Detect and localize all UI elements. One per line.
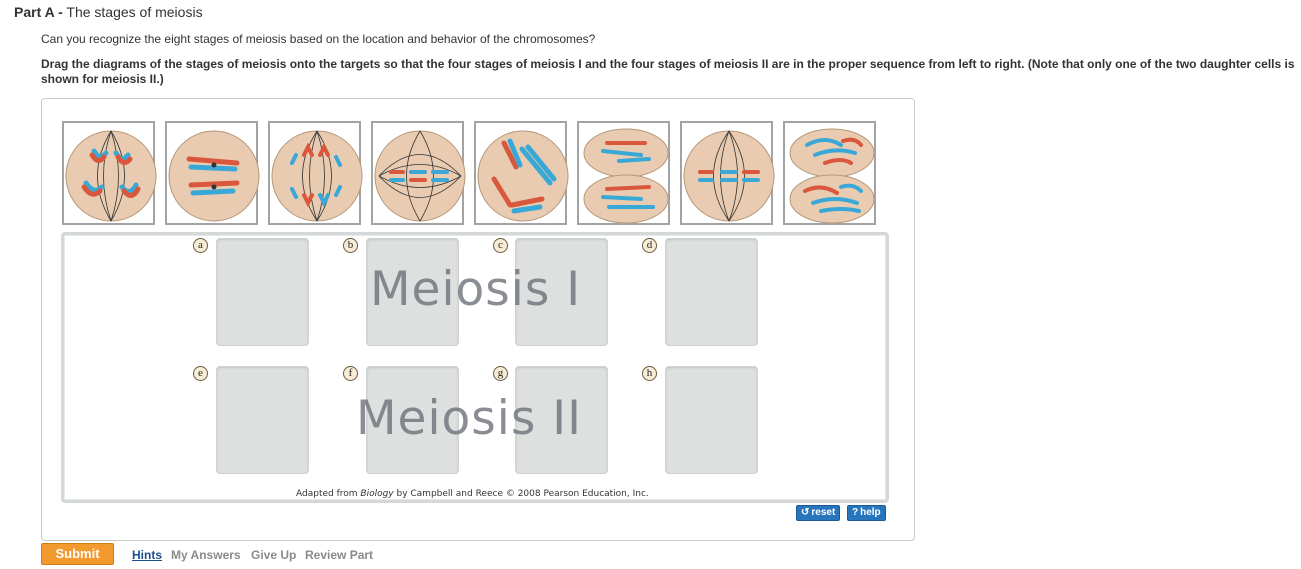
instructions-text: Drag the diagrams of the stages of meiosis onto the targets so that the four stages of meiosis I and the four stages of meiosis II are in the proper sequence from left to right. (Note that only one of the two daughter cells is shown for meiosis II.) [41, 57, 1295, 86]
draggable-diagram-7[interactable] [680, 121, 773, 225]
draggable-diagram-8[interactable] [783, 121, 876, 225]
drop-target-e[interactable] [216, 366, 309, 474]
submit-button[interactable]: Submit [41, 543, 114, 565]
target-badge-g: g [493, 366, 508, 381]
draggable-diagram-2[interactable] [165, 121, 258, 225]
part-name: The stages of meiosis [66, 4, 203, 20]
target-badge-a: a [193, 238, 208, 253]
drop-target-a[interactable] [216, 238, 309, 346]
image-credit: Adapted from Biology by Campbell and Reece © 2008 Pearson Education, Inc. [296, 489, 649, 499]
target-badge-f: f [343, 366, 358, 381]
telophase-i-cell-icon [579, 123, 672, 227]
hints-link[interactable]: Hints [132, 548, 162, 562]
metaphase-i-cell-icon [373, 123, 466, 227]
draggable-diagram-4[interactable] [371, 121, 464, 225]
target-badge-b: b [343, 238, 358, 253]
help-button[interactable]: ? help [847, 505, 886, 521]
part-title [14, 4, 203, 20]
help-icon: ? [852, 507, 859, 518]
prophase-i-cell-icon [64, 123, 157, 227]
reset-button[interactable]: ↺ reset [796, 505, 840, 521]
drop-target-d[interactable] [665, 238, 758, 346]
anaphase-ii-cell-icon [270, 123, 363, 227]
review-part-link[interactable]: Review Part [305, 548, 374, 562]
telophase-ii-cell-icon [785, 123, 878, 227]
telophase-ii-like-cell-icon [167, 123, 260, 227]
target-badge-c: c [493, 238, 508, 253]
draggable-diagram-3[interactable] [268, 121, 361, 225]
target-badge-d: d [642, 238, 657, 253]
drop-target-h[interactable] [665, 366, 758, 474]
target-badge-e: e [193, 366, 208, 381]
prophase-ii-cell-icon [476, 123, 569, 227]
draggable-diagram-6[interactable] [577, 121, 670, 225]
my-answers-link[interactable]: My Answers [171, 548, 241, 562]
question-text: Can you recognize the eight stages of meiosis based on the location and behavior of the chromosomes? [41, 32, 596, 46]
draggable-diagram-5[interactable] [474, 121, 567, 225]
meiosis-i-label: Meiosis I [370, 262, 582, 317]
draggable-diagram-1[interactable] [62, 121, 155, 225]
meiosis-ii-label: Meiosis II [356, 391, 582, 446]
reset-icon: ↺ [801, 507, 810, 518]
give-up-link[interactable]: Give Up [251, 548, 297, 562]
metaphase-ii-cell-icon [682, 123, 775, 227]
target-badge-h: h [642, 366, 657, 381]
part-label: Part A - [14, 4, 63, 20]
